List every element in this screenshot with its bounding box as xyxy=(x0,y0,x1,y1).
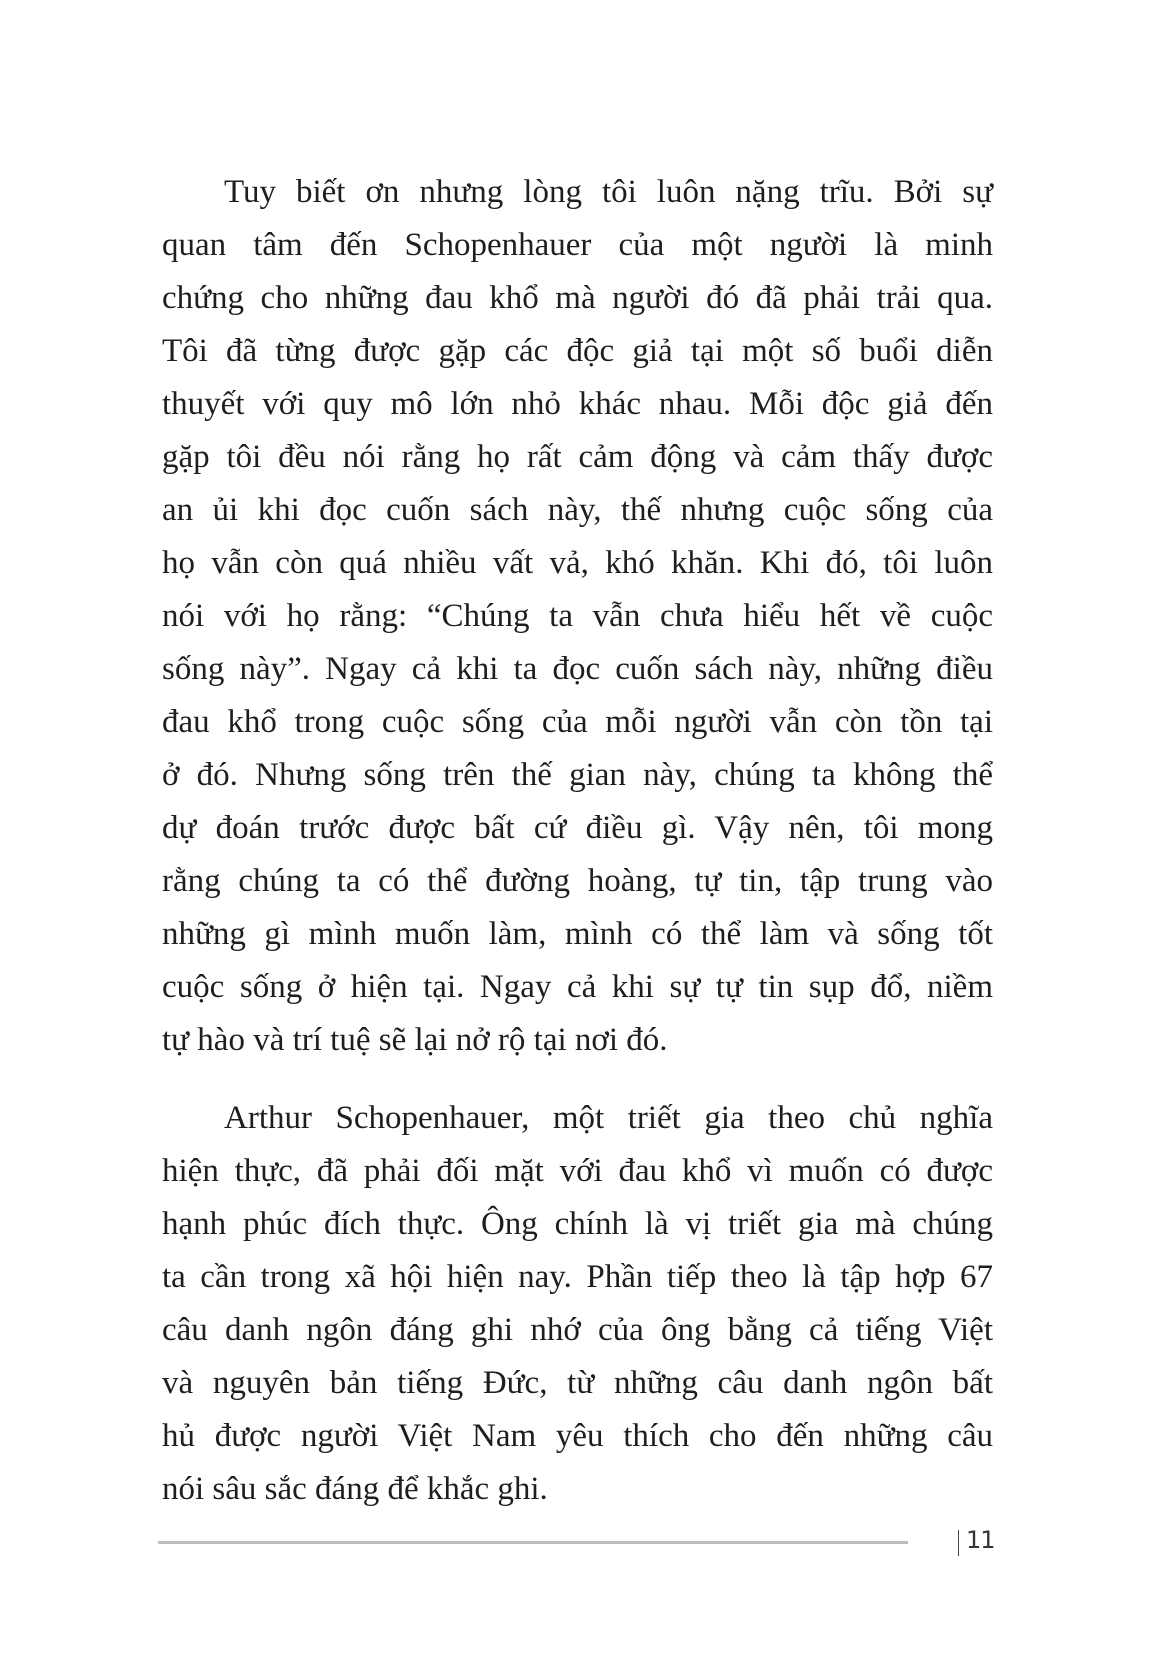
text-line: rằng chúng ta có thể đường hoàng, tự tin, tập trung vào xyxy=(162,863,993,899)
text-line: thuyết với quy mô lớn nhỏ khác nhau. Mỗi độc giả đến xyxy=(162,386,993,422)
text-line: chứng cho những đau khổ mà người đó đã phải trải qua. xyxy=(162,280,993,316)
text-line: an ủi khi đọc cuốn sách này, thế nhưng cuộc sống của xyxy=(162,492,993,528)
text-line: Arthur Schopenhauer, một triết gia theo chủ nghĩa xyxy=(224,1100,993,1136)
footer-rule xyxy=(158,1541,908,1544)
page-number-divider xyxy=(958,1530,959,1556)
text-line: gặp tôi đều nói rằng họ rất cảm động và cảm thấy được xyxy=(162,439,993,475)
text-line: cuộc sống ở hiện tại. Ngay cả khi sự tự tin sụp đổ, niềm xyxy=(162,969,993,1005)
text-line: câu danh ngôn đáng ghi nhớ của ông bằng cả tiếng Việt xyxy=(162,1312,993,1348)
text-line: hiện thực, đã phải đối mặt với đau khổ vì muốn có được xyxy=(162,1153,993,1189)
page-number: 11 xyxy=(966,1526,995,1554)
text-line: dự đoán trước được bất cứ điều gì. Vậy nên, tôi mong xyxy=(162,810,993,846)
text-line: quan tâm đến Schopenhauer của một người là minh xyxy=(162,227,993,263)
text-line: đau khổ trong cuộc sống của mỗi người vẫn còn tồn tại xyxy=(162,704,993,740)
text-line: hạnh phúc đích thực. Ông chính là vị triết gia mà chúng xyxy=(162,1206,993,1242)
text-line: ở đó. Nhưng sống trên thế gian này, chúng ta không thể xyxy=(162,757,993,793)
text-line: và nguyên bản tiếng Đức, từ những câu danh ngôn bất xyxy=(162,1365,993,1401)
paragraph xyxy=(162,1092,993,1516)
text-line: những gì mình muốn làm, mình có thể làm và sống tốt xyxy=(162,916,993,952)
text-line: nói sâu sắc đáng để khắc ghi. xyxy=(162,1471,548,1507)
text-line: Tôi đã từng được gặp các độc giả tại một số buổi diễn xyxy=(162,333,993,369)
text-line: sống này”. Ngay cả khi ta đọc cuốn sách này, những điều xyxy=(162,651,993,687)
text-line: hủ được người Việt Nam yêu thích cho đến những câu xyxy=(162,1418,993,1454)
text-line: ta cần trong xã hội hiện nay. Phần tiếp theo là tập hợp 67 xyxy=(162,1259,993,1295)
text-line: nói với họ rằng: “Chúng ta vẫn chưa hiểu hết về cuộc xyxy=(162,598,993,634)
text-line: họ vẫn còn quá nhiều vất vả, khó khăn. Khi đó, tôi luôn xyxy=(162,545,993,581)
body-text xyxy=(162,166,993,1541)
text-line: Tuy biết ơn nhưng lòng tôi luôn nặng trĩu. Bởi sự xyxy=(224,174,993,210)
paragraph xyxy=(162,166,993,1067)
text-line: tự hào và trí tuệ sẽ lại nở rộ tại nơi đó. xyxy=(162,1022,668,1058)
